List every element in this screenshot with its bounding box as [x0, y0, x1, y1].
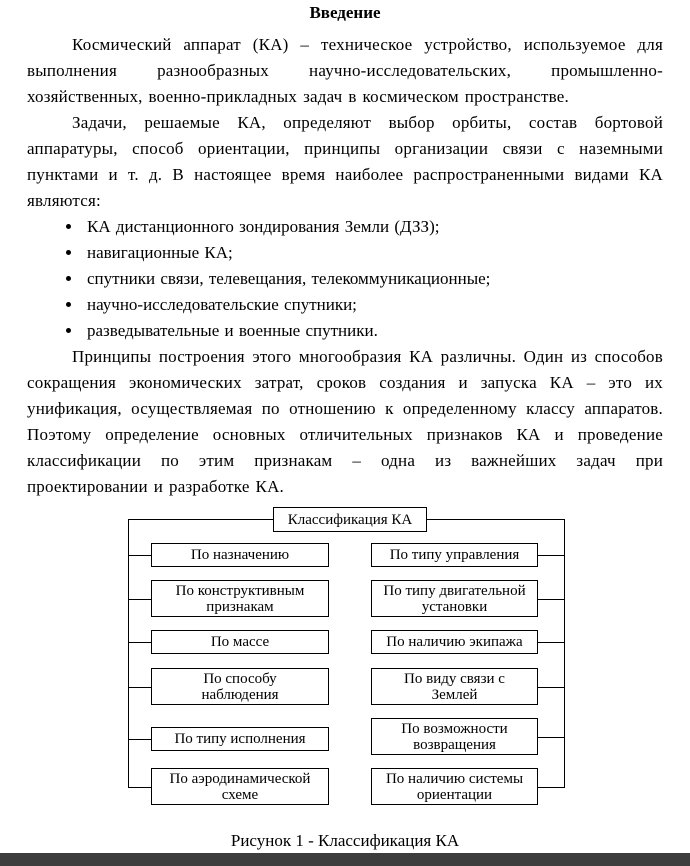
list-item: • спутники связи, телевещания, телекоммуникационные;: [83, 266, 663, 292]
right-spine-line: [564, 519, 565, 787]
paragraph-intro: Космический аппарат (КА) – техническое устройство, используемое для выполнения разнообразных научно-исследовательских, промышленно-хозяйственных, военно-прикладных задач в космическом пространстве.: [27, 35, 663, 106]
diagram-box-aerodynamic-scheme: По аэродинамической схеме: [151, 768, 329, 805]
paragraph-tasks: Задачи, решаемые КА, определяют выбор орбиты, состав бортовой аппаратуры, способ ориентации, принципы организации связи с наземными пунктами и т. д. В настоящее время наиболее распространенными видами КА являются:: [27, 113, 663, 210]
diagram-box-design-features: По конструктивным признакам: [151, 580, 329, 617]
root-left-connector-line: [128, 519, 274, 520]
classification-diagram: [126, 507, 566, 809]
diagram-root-box: Классификация КА: [273, 507, 427, 532]
diagram-box-execution-type: По типу исполнения: [151, 727, 329, 751]
figure-caption: Рисунок 1 - Классификация КА: [230, 831, 460, 850]
diagram-box-orientation-system: По наличию системы ориентации: [371, 768, 538, 805]
root-right-connector-line: [426, 519, 565, 520]
list-item: • разведывательные и военные спутники.: [83, 318, 663, 344]
list-item: • навигационные КА;: [83, 240, 663, 266]
diagram-box-return-capability: По возможности возвращения: [371, 718, 538, 755]
bottom-bar: [0, 853, 690, 866]
diagram-box-observation-method: По способу наблюдения: [151, 668, 329, 705]
diagram-box-crew-presence: По наличию экипажа: [371, 630, 538, 654]
diagram-box-propulsion-type: По типу двигательной установки: [371, 580, 538, 617]
list-item: • научно-исследовательские спутники;: [83, 292, 663, 318]
left-spine-line: [128, 519, 129, 787]
paragraph-principles: Принципы построения этого многообразия КА различны. Один из способов сокращения экономических затрат, сроков создания и запуска КА – это их унификация, осуществляемая по отношению к определенному классу аппаратов. Поэтому определение основных отличительных признаков КА и проведение классификации по этим признакам – одна из важнейших задач при проектировании и разработке КА.: [27, 347, 663, 496]
diagram-box-control-type: По типу управления: [371, 543, 538, 567]
diagram-box-mass: По массе: [151, 630, 329, 654]
page-title: Введение: [309, 3, 381, 22]
diagram-box-purpose: По назначению: [151, 543, 329, 567]
list-item: • КА дистанционного зондирования Земли (ДЗЗ);: [83, 214, 663, 240]
diagram-box-earth-link-type: По виду связи с Землей: [371, 668, 538, 705]
spacecraft-types-list: [27, 214, 663, 344]
